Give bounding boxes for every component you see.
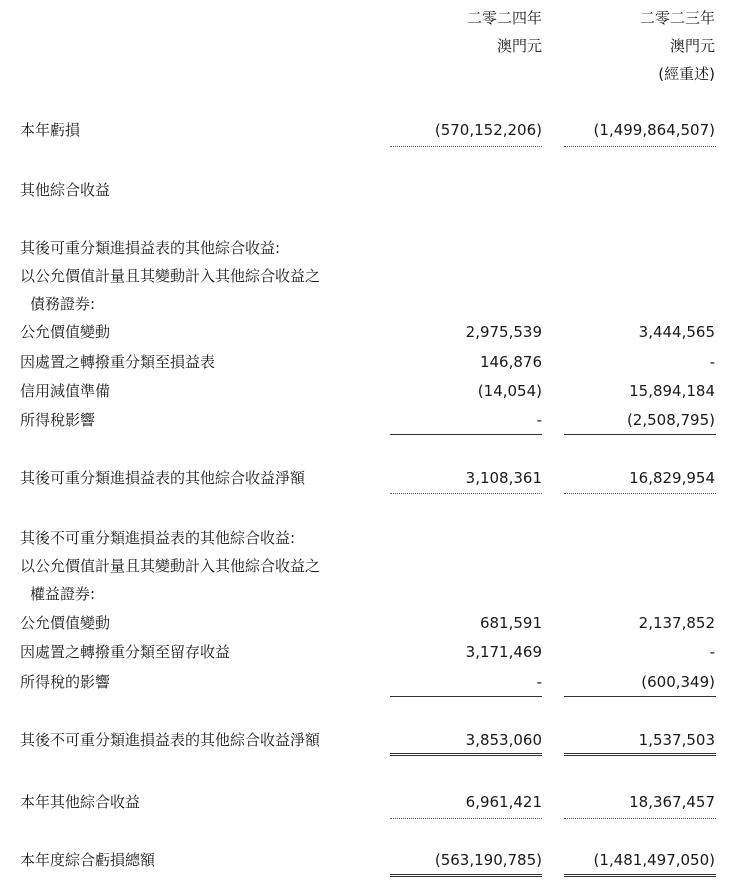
divider xyxy=(564,493,716,494)
divider xyxy=(390,874,542,877)
equity-heading-line1: 以公允價值計量且其變動計入其他綜合收益之 xyxy=(20,557,321,575)
debt-tax-effect-label: 所得稅影響 xyxy=(20,411,96,429)
divider xyxy=(390,434,542,435)
header-year-2023: 二零二三年 xyxy=(639,9,715,27)
equity-fv-change-label: 公允價值變動 xyxy=(20,614,111,632)
oci-heading: 其他綜合收益 xyxy=(20,181,111,199)
nonreclass-heading: 其後不可重分類進損益表的其他綜合收益: xyxy=(20,529,296,547)
nonreclass-net-label: 其後不可重分類進損益表的其他綜合收益淨額 xyxy=(20,731,321,749)
header-currency-2023: 澳門元 xyxy=(669,37,715,55)
debt-credit-impairment-label: 信用減值準備 xyxy=(20,382,111,400)
equity-heading-line2: 權益證券: xyxy=(30,585,96,603)
header-restated-note: (經重述) xyxy=(658,65,715,83)
debt-disposal-2023: - xyxy=(709,353,715,371)
divider xyxy=(564,874,716,877)
nonreclass-net-2024: 3,853,060 xyxy=(465,731,542,749)
equity-disposal-2024: 3,171,469 xyxy=(465,643,542,661)
divider xyxy=(564,434,716,435)
equity-tax-effect-2023: (600,349) xyxy=(641,673,715,691)
loss-for-year-label: 本年虧損 xyxy=(20,121,81,139)
debt-disposal-label: 因處置之轉撥重分類至損益表 xyxy=(20,353,216,371)
loss-for-year-2023: (1,499,864,507) xyxy=(593,121,715,139)
equity-fv-change-2023: 2,137,852 xyxy=(638,614,715,632)
total-comprehensive-loss-2023: (1,481,497,050) xyxy=(593,851,715,869)
total-comprehensive-loss-label: 本年度綜合虧損總額 xyxy=(20,851,156,869)
debt-tax-effect-2023: (2,508,795) xyxy=(626,411,715,429)
debt-heading-line2: 債務證券: xyxy=(30,295,96,313)
equity-disposal-2023: - xyxy=(709,643,715,661)
debt-credit-impairment-2023: 15,894,184 xyxy=(629,382,715,400)
header-year-2024: 二零二四年 xyxy=(466,9,542,27)
oci-for-year-2024: 6,961,421 xyxy=(465,793,542,811)
equity-tax-effect-2024: - xyxy=(536,673,542,691)
reclass-heading: 其後可重分類進損益表的其他綜合收益: xyxy=(20,239,281,257)
equity-tax-effect-label: 所得稅的影響 xyxy=(20,673,111,691)
divider xyxy=(390,753,542,756)
loss-for-year-2024: (570,152,206) xyxy=(434,121,542,139)
debt-tax-effect-2024: - xyxy=(536,411,542,429)
debt-credit-impairment-2024: (14,054) xyxy=(477,382,542,400)
total-comprehensive-loss-2024: (563,190,785) xyxy=(434,851,542,869)
oci-for-year-2023: 18,367,457 xyxy=(629,793,715,811)
divider xyxy=(390,818,542,819)
nonreclass-net-2023: 1,537,503 xyxy=(638,731,715,749)
divider xyxy=(564,753,716,756)
debt-fv-change-2024: 2,975,539 xyxy=(465,323,542,341)
header-currency-2024: 澳門元 xyxy=(496,37,542,55)
equity-fv-change-2024: 681,591 xyxy=(479,614,542,632)
reclass-net-2024: 3,108,361 xyxy=(465,469,542,487)
divider xyxy=(564,146,716,147)
divider xyxy=(390,696,542,697)
reclass-net-2023: 16,829,954 xyxy=(629,469,715,487)
debt-fv-change-2023: 3,444,565 xyxy=(638,323,715,341)
oci-for-year-label: 本年其他綜合收益 xyxy=(20,793,141,811)
reclass-net-label: 其後可重分類進損益表的其他綜合收益淨額 xyxy=(20,469,306,487)
equity-disposal-label: 因處置之轉撥重分類至留存收益 xyxy=(20,643,231,661)
divider xyxy=(564,818,716,819)
divider xyxy=(390,493,542,494)
debt-fv-change-label: 公允價值變動 xyxy=(20,323,111,341)
debt-disposal-2024: 146,876 xyxy=(479,353,542,371)
divider xyxy=(390,146,542,147)
divider xyxy=(564,696,716,697)
debt-heading-line1: 以公允價值計量且其變動計入其他綜合收益之 xyxy=(20,267,321,285)
